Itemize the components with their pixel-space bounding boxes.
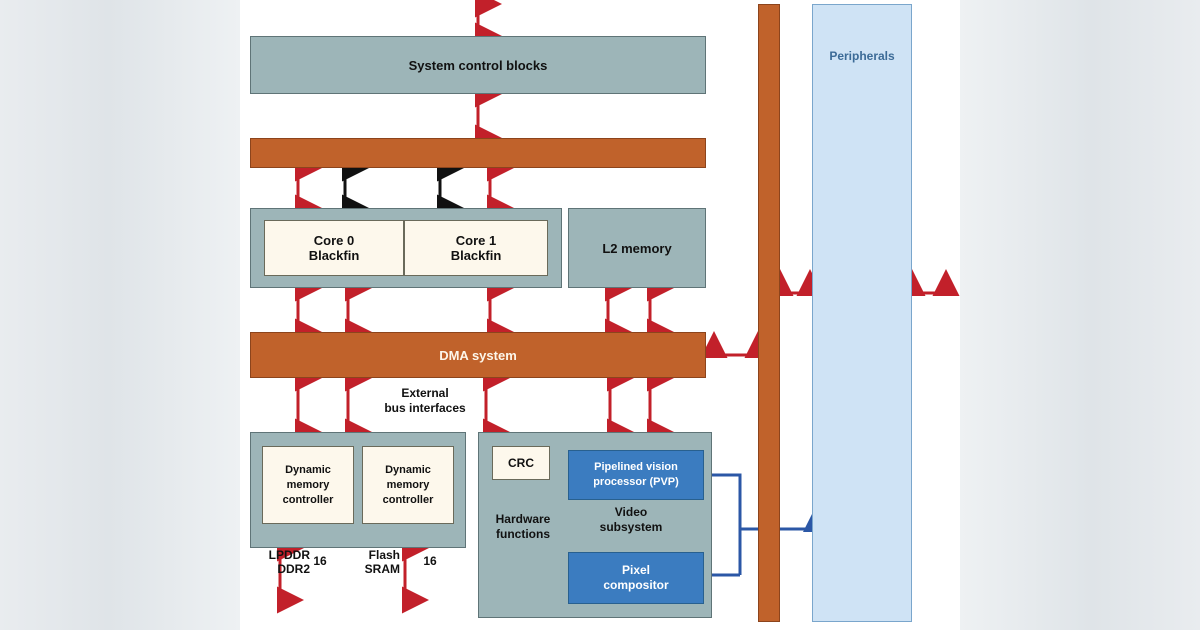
peripherals-label: Peripherals [829, 49, 895, 63]
video-subsystem-line2: subsystem [599, 520, 663, 534]
right-gradient-panel [960, 0, 1200, 630]
core0-blackfin-block [264, 220, 404, 276]
top-bus-bar [250, 138, 706, 168]
flash-line1: Flash [368, 548, 400, 562]
hardware-functions-line2: functions [496, 527, 550, 541]
hardware-functions-label [484, 512, 562, 542]
crc-label: CRC [508, 456, 534, 470]
dmc-left-line3: controller [282, 493, 334, 506]
dma-system-label: DMA system [439, 347, 517, 363]
core1-blackfin-block [404, 220, 548, 276]
flash-sram-pin-label [348, 548, 400, 576]
pixel-compositor-line1: Pixel [621, 563, 651, 577]
pvp-line2: processor (PVP) [593, 476, 679, 488]
crc-block [492, 446, 550, 480]
core0-label-line1: Core 0 [313, 233, 355, 248]
flash-bus-width-label: 16 [423, 554, 437, 568]
video-subsystem-line1: Video [614, 505, 648, 519]
pipelined-vision-processor-block [568, 450, 704, 500]
pixel-compositor-block [568, 552, 704, 604]
dmc-right-line2: memory [386, 478, 430, 491]
external-bus-label-line1: External [401, 386, 449, 400]
core0-label-line2: Blackfin [308, 248, 360, 263]
core1-label-line2: Blackfin [450, 248, 502, 263]
dmc-right-line3: controller [382, 493, 434, 506]
l2-memory-block [568, 208, 706, 288]
pixel-compositor-line2: compositor [603, 578, 669, 592]
dmc-left-line2: memory [286, 478, 330, 491]
core1-label-line1: Core 1 [455, 233, 497, 248]
block-diagram [240, 0, 960, 630]
hardware-functions-line1: Hardware [495, 512, 551, 526]
l2-memory-label: L2 memory [602, 240, 672, 256]
dmc-left-line1: Dynamic [285, 463, 331, 476]
dynamic-memory-controller-right-block [362, 446, 454, 524]
flash-line2: SRAM [364, 562, 400, 576]
vertical-peripheral-bus [758, 4, 780, 622]
dmc-right-line1: Dynamic [385, 463, 431, 476]
dynamic-memory-controller-left-block [262, 446, 354, 524]
system-control-blocks-block [250, 36, 706, 94]
lpddr-line2: DDR2 [277, 562, 310, 576]
pvp-line1: Pipelined vision [594, 461, 678, 473]
external-bus-interfaces-label [360, 386, 490, 416]
peripherals-block [812, 4, 912, 622]
external-bus-label-line2: bus interfaces [384, 401, 466, 415]
dma-system-bus [250, 332, 706, 378]
lpddr-line1: LPDDR [268, 548, 310, 562]
video-subsystem-label [576, 505, 686, 535]
left-gradient-panel [0, 0, 240, 630]
lpddr-bus-width-label: 16 [313, 554, 327, 568]
system-control-blocks-label: System control blocks [408, 57, 548, 73]
lpddr-ddr2-pin-label [238, 548, 310, 576]
